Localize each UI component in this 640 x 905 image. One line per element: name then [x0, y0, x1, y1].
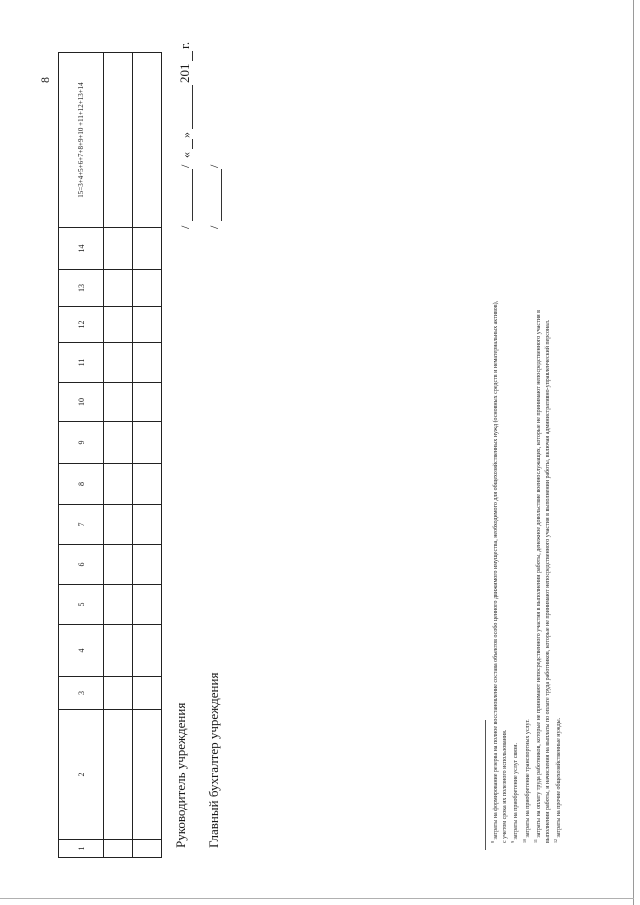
date-month-line — [192, 85, 193, 129]
table-cell — [104, 422, 133, 464]
signature-line — [192, 169, 193, 221]
table-cell — [133, 53, 162, 228]
footnote: $^{11}$ затраты на оплату труда работников, которые не принимают непосредственного участия в выполнении работы, денежное довольствие военнослужащих, которые не принимают непосредственного участия в — [533, 309, 542, 843]
footnotes — [489, 73, 564, 843]
head-of-institution-label: Руководитель учреждения — [173, 702, 188, 848]
table-cell — [104, 307, 133, 343]
table-cell — [133, 585, 162, 625]
table-cell — [104, 505, 133, 545]
column-header: 13 — [59, 270, 104, 307]
page-number: 8 — [38, 77, 52, 83]
table-cell — [133, 464, 162, 505]
column-header: 5 — [59, 585, 104, 625]
column-header: 14 — [59, 228, 104, 270]
footnote: $^9$ затраты на приобретение услуг связи. — [510, 743, 519, 843]
column-header: 12 — [59, 307, 104, 343]
signature-slash: / — [178, 225, 192, 229]
table-cell — [104, 383, 133, 422]
table-cell — [133, 228, 162, 270]
column-header: 1 — [59, 840, 104, 858]
table-cell — [104, 840, 133, 858]
date-close-quote: » — [179, 132, 193, 138]
table-cell — [104, 545, 133, 585]
table-cell — [104, 625, 133, 677]
chief-accountant-label: Главный бухгалтер учреждения — [206, 672, 221, 848]
footnote-rule — [485, 720, 486, 850]
table-cell — [104, 228, 133, 270]
table-cell — [133, 545, 162, 585]
table-cell — [133, 422, 162, 464]
date-day-line — [192, 139, 193, 149]
table-cell — [133, 710, 162, 840]
signature-slash: / — [207, 164, 221, 168]
column-header: 10 — [59, 383, 104, 422]
column-header: 6 — [59, 545, 104, 585]
footnote: $^{10}$ затраты на приобретение транспортных услуг. — [521, 719, 531, 843]
table-cell — [104, 343, 133, 383]
column-header: 4 — [59, 625, 104, 677]
table-cell — [104, 677, 133, 710]
table-row — [104, 53, 133, 858]
column-header: 2 — [59, 710, 104, 840]
table-cell — [133, 505, 162, 545]
column-header: 7 — [59, 505, 104, 545]
table-cell — [104, 710, 133, 840]
date-open-quote: « — [179, 152, 193, 158]
table-cell — [104, 464, 133, 505]
table-cell — [133, 677, 162, 710]
table-cell — [104, 585, 133, 625]
column-header: 3 — [59, 677, 104, 710]
table-cell — [133, 270, 162, 307]
table-cell — [133, 307, 162, 343]
table-cell — [133, 383, 162, 422]
table-cell — [133, 625, 162, 677]
date-year-line — [192, 51, 193, 61]
footnote: $^{12}$ затраты на прочие общехозяйственные нужды. — [553, 717, 562, 843]
date-year-prefix: 201 — [177, 63, 192, 83]
table-cell — [133, 343, 162, 383]
table-header-row — [59, 53, 104, 858]
cost-table — [58, 52, 162, 858]
table-cell — [104, 53, 133, 228]
signature-slash: / — [207, 225, 221, 229]
footnote: $^8$ затраты на формирование резерва на полное восстановление состава объектов особо ценного движимого имущества, необходимого для общехозяйственных нужд (основных средств и нематериальных активов), — [490, 300, 499, 843]
signature-line — [221, 169, 222, 221]
signature-slash: / — [178, 164, 192, 168]
table-row — [133, 53, 162, 858]
column-header: 9 — [59, 422, 104, 464]
column-header: 8 — [59, 464, 104, 505]
table-cell — [133, 840, 162, 858]
table-cell — [104, 270, 133, 307]
footnote: выполнении работы, и начисления на выплаты по оплате труда работников, которые не принимают непосредственного участия в выполнении работы, включая административно-управленческий персонал. — [544, 319, 551, 843]
column-header: 11 — [59, 343, 104, 383]
column-header-formula: 15=3+4+5+6+7+8+9+10 +11+12+13+14 — [59, 53, 104, 228]
footnote: с учетом срока их полезного использования. — [501, 729, 508, 843]
date-year-suffix: г. — [177, 41, 192, 49]
